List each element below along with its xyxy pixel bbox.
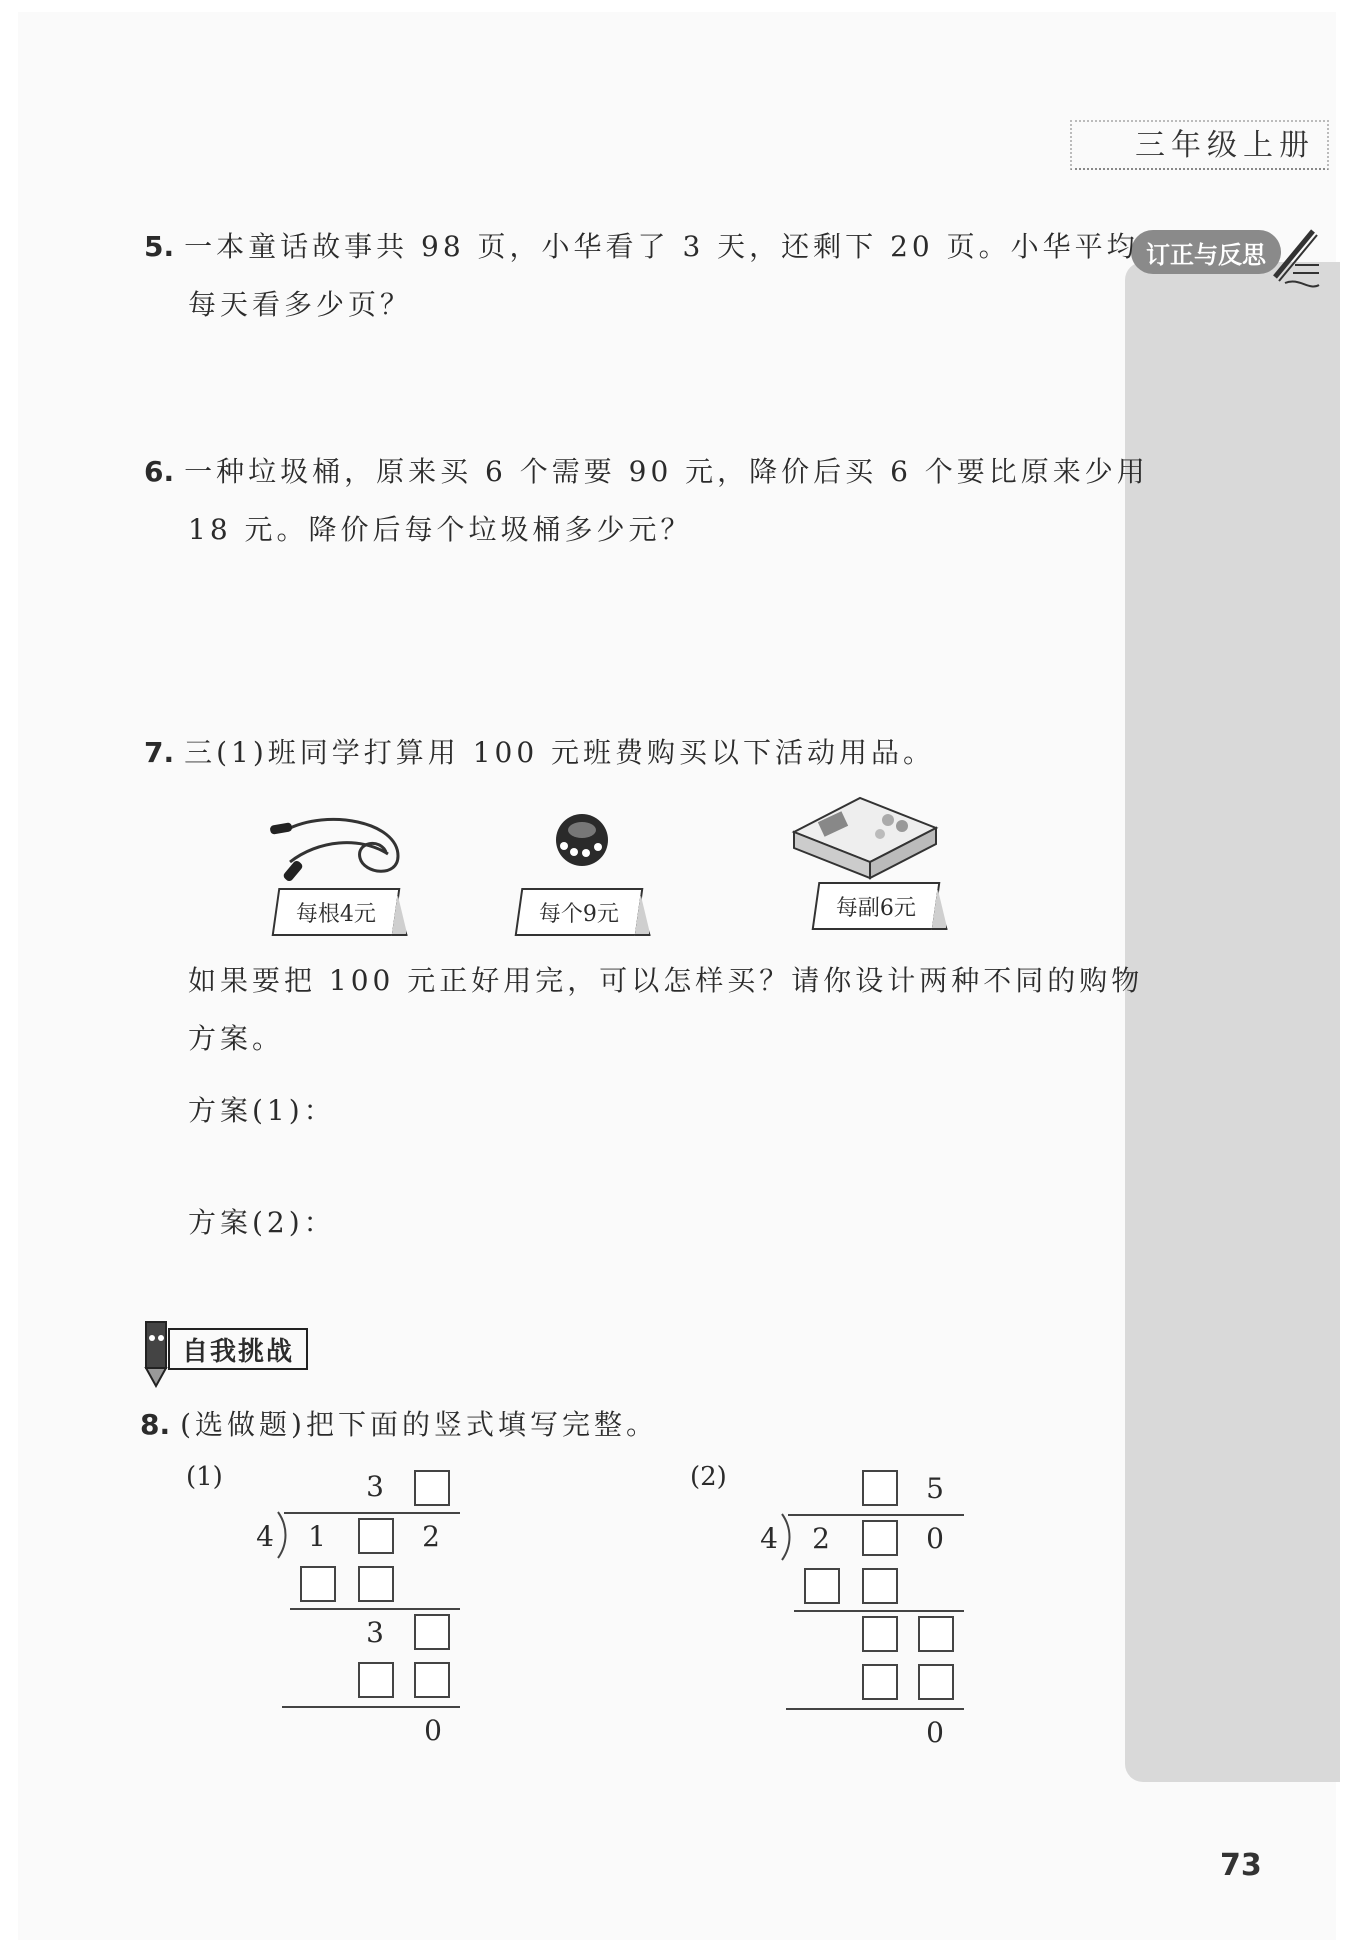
divisor: 4	[256, 1520, 274, 1553]
plan-2-label: 方案(2)：	[188, 1206, 336, 1239]
plan-1-label: 方案(1)：	[188, 1094, 336, 1127]
problem-label: (1)	[186, 1462, 223, 1492]
chess-set-icon	[790, 790, 940, 882]
question-8	[140, 1396, 658, 1454]
answer-box[interactable]	[918, 1616, 954, 1652]
subtraction-line	[290, 1608, 460, 1610]
answer-box[interactable]	[358, 1566, 394, 1602]
price-tag-ball: 每个9元	[515, 888, 644, 936]
grade-header	[1070, 120, 1329, 170]
price-tag-rope: 每根4元	[272, 888, 401, 936]
subtraction-line	[786, 1708, 964, 1710]
question-6	[144, 443, 1149, 559]
answer-box[interactable]	[804, 1568, 840, 1604]
dividend-digit: 0	[926, 1522, 944, 1555]
question-text: 如果要把 100 元正好用完，可以怎样买？请你设计两种不同的购物	[188, 964, 1144, 997]
question-7-prompt	[188, 952, 1143, 1068]
problem-label: (2)	[690, 1462, 727, 1492]
question-text: 方案。	[188, 1022, 285, 1055]
answer-box[interactable]	[862, 1470, 898, 1506]
dividend-digit: 2	[812, 1522, 830, 1555]
remainder: 0	[926, 1716, 944, 1749]
question-number: 8.	[140, 1408, 171, 1441]
answer-box[interactable]	[862, 1520, 898, 1556]
answer-box[interactable]	[862, 1616, 898, 1652]
division-bar	[788, 1514, 964, 1516]
price-tag-chess: 每副6元	[812, 882, 941, 930]
challenge-title: 自我挑战	[168, 1328, 308, 1370]
question-number: 5.	[144, 230, 175, 263]
answer-box[interactable]	[862, 1664, 898, 1700]
sidebar-label: 订正与反思	[1131, 230, 1281, 274]
question-number: 6.	[144, 455, 175, 488]
question-text: (选做题)把下面的竖式填写完整。	[180, 1408, 658, 1441]
divisor: 4	[760, 1522, 778, 1555]
jump-rope-icon	[268, 812, 408, 882]
answer-box[interactable]	[414, 1662, 450, 1698]
subtraction-line	[794, 1610, 964, 1612]
answer-box[interactable]	[918, 1664, 954, 1700]
remainder: 0	[424, 1714, 442, 1747]
answer-box[interactable]	[300, 1566, 336, 1602]
partial-digit: 3	[366, 1616, 384, 1649]
answer-box[interactable]	[358, 1662, 394, 1698]
dividend-digit: 1	[308, 1520, 326, 1553]
ball-icon	[552, 810, 612, 870]
page-number: 73	[1220, 1848, 1262, 1883]
answer-box[interactable]	[414, 1614, 450, 1650]
question-text: 18 元。降价后每个垃圾桶多少元？	[188, 513, 693, 546]
quotient-digit: 5	[926, 1472, 944, 1505]
question-text: 一本童话故事共 98 页，小华看了 3 天，还剩下 20 页。小华平均	[184, 230, 1139, 263]
question-7	[144, 724, 935, 782]
answer-box[interactable]	[862, 1568, 898, 1604]
answer-box[interactable]	[414, 1470, 450, 1506]
question-number: 7.	[144, 736, 175, 769]
subtraction-line	[282, 1706, 460, 1708]
question-text: 三(1)班同学打算用 100 元班费购买以下活动用品。	[184, 736, 936, 769]
division-bar	[284, 1512, 460, 1514]
quotient-digit: 3	[366, 1470, 384, 1503]
dividend-digit: 2	[422, 1520, 440, 1553]
question-text: 一种垃圾桶，原来买 6 个需要 90 元，降价后买 6 个要比原来少用	[184, 455, 1149, 488]
question-5	[144, 218, 1139, 334]
answer-box[interactable]	[358, 1518, 394, 1554]
grade-label: 三年级上册	[1135, 128, 1315, 163]
correction-sidebar	[1125, 262, 1340, 1782]
pencil-icon	[1265, 225, 1325, 295]
question-text: 每天看多少页？	[188, 288, 413, 321]
